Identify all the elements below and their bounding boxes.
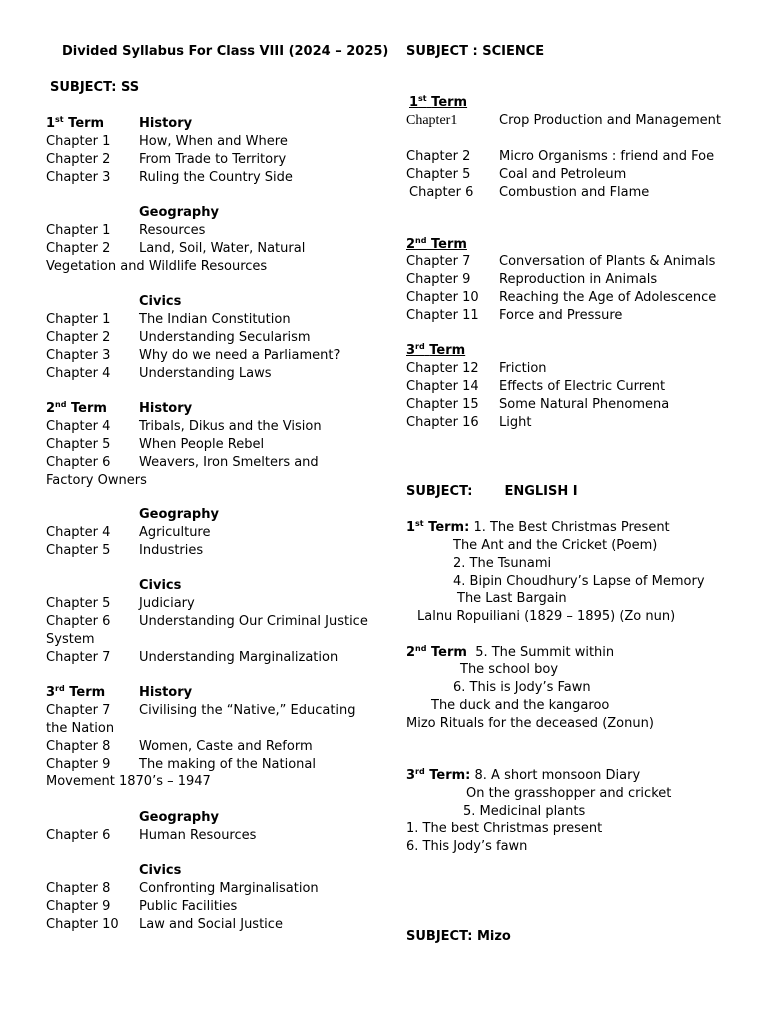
english-list-item: Lalnu Ropuiliani (1829 – 1895) (Zo nun) [417, 609, 676, 624]
english-list-item: 6. This Jody’s fawn [406, 839, 528, 854]
science-subject-heading: SUBJECT : SCIENCE [406, 44, 545, 59]
mizo-subject-heading: SUBJECT: Mizo [406, 929, 511, 944]
english-list-item: 2. The Tsunami [453, 556, 552, 571]
english-list-item: The Last Bargain [457, 591, 567, 606]
ss-term2-civics-heading: Civics [139, 578, 182, 593]
ss-term1-geography-heading: Geography [139, 205, 219, 220]
ss-term1-heading: 1st Term [46, 115, 105, 131]
english-term3-row: 3rd Term: 8. A short monsoon Diary [406, 767, 641, 783]
ss-term1-civics-heading: Civics [139, 294, 182, 309]
english-term1-row: 1st Term: 1. The Best Christmas Present [406, 519, 670, 535]
science-term3-heading: 3rd Term [406, 342, 466, 358]
ss-term1-history-heading: History [139, 116, 193, 131]
english-list-item: On the grasshopper and cricket [466, 786, 672, 801]
ss-list-item-wrap: System [46, 632, 95, 647]
english-list-item: 6. This is Jody’s Fawn [453, 680, 591, 695]
ss-term2-heading: 2nd Term [46, 400, 107, 416]
english-term2-row: 2nd Term 5. The Summit within [406, 644, 615, 660]
ss-term3-history-heading: History [139, 685, 193, 700]
science-term2-heading: 2nd Term [406, 236, 467, 252]
english-list-item: 5. Medicinal plants [463, 804, 586, 819]
english-list-item: The duck and the kangaroo [431, 698, 610, 713]
ss-list-item-wrap: Vegetation and Wildlife Resources [46, 259, 268, 274]
science-english-column: SUBJECT : SCIENCE 1st Term Chapter1 Crop Production and Management Chapter 2 Micro Organisms : friend and Foe Chapter 5 Coal and Petroleum Chapter 6 Combustion and Flame 2nd Term Chapter 7 Conversation of Plants & Animals Chapter 9 Reproduction in Animals Chapter 10 Reaching the Age of Adolescence Chapter 11 Force and Pressure 3rd Term Chapter 12 Friction Chapter 14 Effects of Electric Current Chapter 15 Some Natural Phenomena Chapter 16 Light SUBJECT: ENGLISH I 1st Term: 1. The Best Christmas Present The Ant and the Cricket (Poem) 2. The Tsunami 4. Bipin Choudhury’s Lapse of Memory The Last Bargain Lalnu Ropuiliani (1829 – 1895) (Zo nun) 2nd Term 5. The Summit within The school boy 6. This is Jody’s Fawn The duck and the kangaroo Mizo Rituals for the deceased (Zonun) 3rd Term: 8. A short monsoon Diary On the grasshopper and cricket 5. Medicinal plants 1. The best Christmas present 6. This Jody’s fawn SUBJECT: Mizo [406, 44, 721, 944]
ss-list-item-wrap: the Nation [46, 721, 115, 736]
ss-term3-heading: 3rd Term [46, 684, 106, 700]
ss-term3-geography-heading: Geography [139, 810, 219, 825]
page-title: Divided Syllabus For Class VIII (2024 – 2025) [62, 44, 389, 59]
ss-term2-geography-heading: Geography [139, 507, 219, 522]
science-term1-heading: 1st Term [409, 94, 468, 110]
english-list-item: The school boy [460, 662, 559, 677]
ss-term3-civics-heading: Civics [139, 863, 182, 878]
english-list-item: 1. The best Christmas present [406, 821, 603, 836]
ss-list-item-wrap: Factory Owners [46, 473, 147, 488]
english-list-item: The Ant and the Cricket (Poem) [453, 538, 658, 553]
english-list-item: Mizo Rituals for the deceased (Zonun) [406, 716, 654, 731]
ss-subject-heading: SUBJECT: SS [50, 80, 140, 95]
english-subject-heading: SUBJECT: ENGLISH I [406, 484, 578, 499]
ss-list-item-wrap: Movement 1870’s – 1947 [46, 774, 211, 789]
ss-term2-history-heading: History [139, 401, 193, 416]
english-list-item: 4. Bipin Choudhury’s Lapse of Memory [453, 574, 705, 589]
ss-column: Divided Syllabus For Class VIII (2024 – 2025) SUBJECT: SS 1st Term History Chapter 1 How, When and Where Chapter 2 From Trade to Territory Chapter 3 Ruling the Country Side Geography Chapter 1 Resources Chapter 2 Land, Soil, Water, Natural Vegetation and Wildlife Resources Civics Chapter 1 The Indian Constitution Chapter 2 Understanding Secularism Chapter 3 Why do we need a Parliament? Chapter 4 Understanding Laws 2nd Term History Chapter 4 Tribals, Dikus and the Vision Chapter 5 When People Rebel Chapter 6 Weavers, Iron Smelters and Factory Owners Geography Chapter 4 Agriculture Chapter 5 Industries Civics Chapter 5 Judiciary Chapter 6 Understanding Our Criminal Justice System Chapter 7 Understanding Marginalization 3rd Term History Chapter 7 Civilising the “Native,” Educating the Nation Chapter 8 Women, Caste and Reform Chapter 9 The making of the National Movement 1870’s – 1947 Geography Chapter 6 Human Resources Civics Chapter 8 Confronting Marginalisation Chapter 9 Public Facilities Chapter 10 Law and Social Justice [46, 44, 389, 932]
